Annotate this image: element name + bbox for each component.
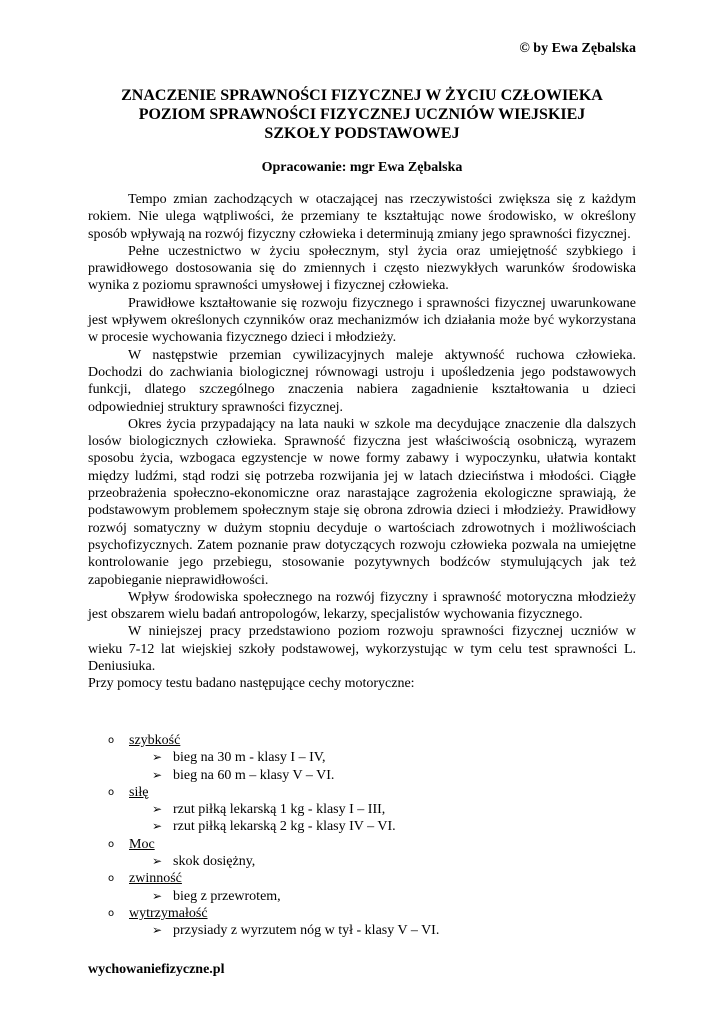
paragraph-1: Tempo zmian zachodzących w otaczającej nas rzeczywistości zwiększa się z każdym rokiem. Nie ulega wątpliwości, że przemiany te kształtując nowe środowisko, w określony sposób wpływają na rozwój fizyczny człowieka i determinują zmiany jego sprawności fizycznej. (88, 192, 636, 242)
bullet-icon: o (108, 735, 115, 746)
document-title (88, 86, 636, 143)
feature-item-text: przysiady z wyrzutem nóg w tył - klasy V – VI. (173, 923, 440, 939)
feature-label: szybkość (129, 733, 181, 748)
feature-item (88, 749, 636, 766)
feature-item (88, 767, 636, 784)
feature-item (88, 818, 636, 835)
feature-label: zwinność (129, 871, 182, 887)
paragraph-3: Prawidłowe kształtowanie się rozwoju fizycznego i sprawności fizycznej uwarunkowane jest wpływem określonych czynników oraz mechanizmów ich działania może być wykorzystana w procesie wychowania fizycznego dzieci i młodzieży. (88, 295, 636, 346)
feature-item (88, 801, 636, 818)
feature-speed (88, 732, 636, 749)
feature-power (88, 836, 636, 853)
arrow-bullet-icon: ➢ (152, 923, 163, 938)
arrow-bullet-icon: ➢ (152, 802, 163, 817)
feature-label: siłę (129, 784, 149, 800)
bullet-icon: o (108, 907, 115, 919)
title-line-2: POZIOM SPRAWNOŚCI FIZYCZNEJ UCZNIÓW WIEJSKIEJ (138, 106, 586, 123)
paragraph-5: Okres życia przypadający na lata nauki w szkole ma decydujące znaczenie dla dalszych losów biologicznych człowieka. Sprawność fizyczna jest właściwością osobniczą, wyrazem sposobu życia, wzbogaca egzystencje w nowe formy zabawy i wypoczynku, ułatwia kontakt między ludźmi, stąd rodzi się potrzeba rozwijania jej w latach dzieciństwa i młodości. Ciągłe przeobrażenia społeczno-ekonomiczne oraz narastające zagrożenia ekologiczne sprawiają, że podstawowym problemem społecznym staje się obrona zdrowia dzieci i młodzieży. Prawidłowy rozwój somatyczny w dużym stopniu decyduje o wartościach zdrowotnych i możliwościach psychofizycznych. Zatem poznanie praw dotyczących rozwoju człowieka pozwala na umiejętne kontrolowanie jego przebiegu, stosowanie pozytywnych bodźców stymulujących jak też zapobieganie nieprawidłowości. (88, 416, 636, 588)
arrow-bullet-icon: ➢ (152, 750, 163, 765)
feature-label: wytrzymałość (129, 905, 208, 921)
feature-item-text: rzut piłką lekarską 1 kg - klasy I – III, (173, 802, 386, 818)
bullet-icon: o (108, 838, 115, 850)
feature-item (88, 853, 636, 870)
feature-item-text: skok dosiężny, (173, 854, 256, 870)
paragraph-6: Wpływ środowiska społecznego na rozwój fizyczny i sprawność motoryczna młodzieży jest obszarem wielu badań antropologów, lekarzy, specjalistów wychowania fizycznego. (88, 589, 636, 623)
body-text (88, 191, 636, 693)
feature-item-text: bieg na 60 m – klasy V – VI. (173, 767, 335, 783)
title-line-1: ZNACZENIE SPRAWNOŚCI FIZYCZNEJ W ŻYCIU CZŁOWIEKA (121, 87, 603, 104)
feature-strength (88, 784, 636, 801)
bullet-icon: o (108, 873, 115, 885)
feature-item (88, 922, 636, 939)
feature-item-text: bieg na 30 m - klasy I – IV, (173, 750, 326, 766)
title-line-3: SZKOŁY PODSTAWOWEJ (264, 125, 460, 142)
arrow-bullet-icon: ➢ (152, 888, 163, 903)
paragraph-4: W następstwie przemian cywilizacyjnych maleje aktywność ruchowa człowieka. Dochodzi do zachwiania biologicznej równowagi ustroju i upośledzenia jego podstawowych funkcji, dlatego szczególnego znaczenia nabiera zagadnienie kształtowania u dzieci odpowiedniej struktury sprawności fizycznej. (88, 347, 636, 415)
feature-item (88, 888, 636, 905)
arrow-bullet-icon: ➢ (152, 854, 163, 869)
arrow-bullet-icon: ➢ (152, 819, 163, 834)
intro-line: Przy pomocy testu badano następujące cechy motoryczne: (88, 676, 415, 692)
feature-item-text: rzut piłką lekarską 2 kg - klasy IV – VI. (173, 819, 396, 835)
paragraph-7: W niniejszej pracy przedstawiono poziom rozwoju sprawności fizycznej uczniów w wieku 7-12 lat wiejskiej szkoły podstawowej, wykorzystując w tym celu test sprawności L. Deniusiuka. (88, 624, 636, 675)
feature-item-text: bieg z przewrotem, (173, 888, 281, 904)
feature-agility (88, 870, 636, 887)
arrow-bullet-icon: ➢ (152, 767, 163, 782)
copyright-notice: © by Ewa Zębalska (519, 41, 636, 56)
bullet-icon: o (108, 786, 115, 798)
author-line: Opracowanie: mgr Ewa Zębalska (261, 160, 463, 175)
footer-site-name: wychowaniefizyczne.pl (88, 962, 225, 977)
feature-endurance (88, 905, 636, 922)
feature-label: Moc (129, 836, 155, 852)
paragraph-2: Pełne uczestnictwo w życiu społecznym, styl życia oraz umiejętność szybkiego i prawidłowego dostosowania się do zmiennych i często niezwykłych warunków środowiska wynika z poziomu sprawności umysłowej i fizycznej człowieka. (88, 243, 636, 294)
motor-features-list (88, 732, 636, 940)
